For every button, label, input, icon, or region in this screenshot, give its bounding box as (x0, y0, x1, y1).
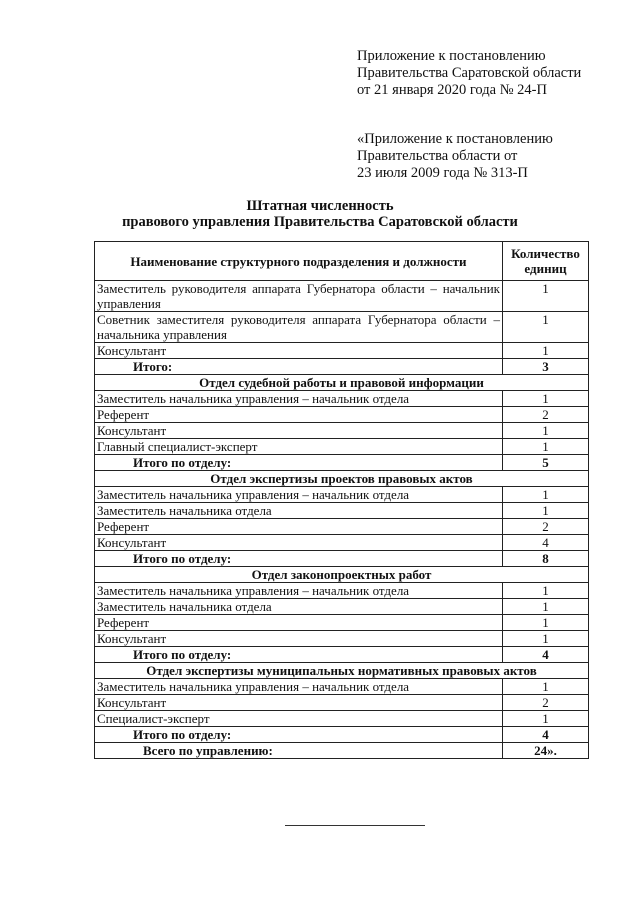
total-row (95, 647, 589, 663)
position-name: Заместитель начальника управления – начальник отдела (95, 487, 503, 503)
table-row (95, 407, 589, 423)
position-count: 1 (503, 281, 589, 312)
table-row (95, 281, 589, 312)
section-title: Отдел законопроектных работ (95, 567, 589, 583)
appendix-line: «Приложение к постановлению (357, 131, 553, 147)
title-line-2: правового управления Правительства Саратовской области (122, 214, 518, 230)
total-value: 4 (503, 727, 589, 743)
position-count: 1 (503, 503, 589, 519)
grand-total-row (95, 743, 589, 759)
table-row (95, 695, 589, 711)
position-name: Заместитель начальника отдела (95, 599, 503, 615)
staff-table (94, 241, 589, 759)
header-name: Наименование структурного подразделения и должности (95, 242, 503, 281)
position-count: 1 (503, 599, 589, 615)
table-row (95, 487, 589, 503)
table-row (95, 343, 589, 359)
total-row (95, 727, 589, 743)
position-count: 2 (503, 695, 589, 711)
document-title (40, 198, 600, 230)
position-name: Консультант (95, 631, 503, 647)
position-name: Консультант (95, 423, 503, 439)
position-name: Заместитель начальника управления – начальник отдела (95, 583, 503, 599)
table-row (95, 391, 589, 407)
table-row (95, 423, 589, 439)
position-count: 4 (503, 535, 589, 551)
position-name: Заместитель начальника управления – начальник отдела (95, 679, 503, 695)
table-header-row (95, 242, 589, 281)
position-name: Советник заместителя руководителя аппарата Губернатора области – начальника управления (95, 312, 503, 343)
total-label: Итого по отделу: (95, 647, 503, 663)
position-count: 1 (503, 439, 589, 455)
position-count: 1 (503, 631, 589, 647)
total-row (95, 455, 589, 471)
position-count: 1 (503, 583, 589, 599)
appendix-line: Приложение к постановлению (357, 48, 546, 64)
table-row (95, 503, 589, 519)
table-row (95, 312, 589, 343)
appendix-line: 23 июля 2009 года № 313-П (357, 165, 528, 181)
total-label: Итого по отделу: (95, 455, 503, 471)
position-name: Консультант (95, 535, 503, 551)
position-count: 1 (503, 679, 589, 695)
table-row (95, 519, 589, 535)
position-name: Референт (95, 407, 503, 423)
position-count: 1 (503, 487, 589, 503)
closing-divider (285, 825, 425, 826)
table-row (95, 631, 589, 647)
appendix-line: Правительства Саратовской области (357, 65, 582, 81)
section-title: Отдел экспертизы муниципальных нормативных правовых актов (95, 663, 589, 679)
section-header (95, 567, 589, 583)
section-title: Отдел судебной работы и правовой информации (95, 375, 589, 391)
section-header (95, 375, 589, 391)
position-count: 1 (503, 711, 589, 727)
total-row (95, 359, 589, 375)
table-row (95, 711, 589, 727)
position-count: 1 (503, 343, 589, 359)
position-name: Консультант (95, 343, 503, 359)
table-row (95, 615, 589, 631)
grand-total-label: Всего по управлению: (95, 743, 503, 759)
position-name: Референт (95, 615, 503, 631)
section-header (95, 663, 589, 679)
position-count: 1 (503, 423, 589, 439)
total-label: Итого по отделу: (95, 727, 503, 743)
position-count: 1 (503, 391, 589, 407)
total-value: 5 (503, 455, 589, 471)
position-name: Консультант (95, 695, 503, 711)
table-row (95, 679, 589, 695)
total-value: 8 (503, 551, 589, 567)
section-title: Отдел экспертизы проектов правовых актов (95, 471, 589, 487)
position-name: Заместитель начальника управления – начальник отдела (95, 391, 503, 407)
position-name: Заместитель начальника отдела (95, 503, 503, 519)
position-name: Специалист-эксперт (95, 711, 503, 727)
total-label: Итого по отделу: (95, 551, 503, 567)
table-row (95, 535, 589, 551)
appendix-line: от 21 января 2020 года № 24-П (357, 82, 547, 98)
appendix-line: Правительства области от (357, 148, 518, 164)
total-value: 3 (503, 359, 589, 375)
total-value: 4 (503, 647, 589, 663)
header-count: Количество единиц (503, 242, 589, 281)
position-name: Главный специалист-эксперт (95, 439, 503, 455)
total-label: Итого: (95, 359, 503, 375)
original-appendix-reference (357, 131, 553, 182)
title-line-1: Штатная численность (246, 198, 394, 214)
position-count: 2 (503, 519, 589, 535)
grand-total-value: 24». (503, 743, 589, 759)
position-name: Референт (95, 519, 503, 535)
total-row (95, 551, 589, 567)
position-name: Заместитель руководителя аппарата Губернатора области – начальник управления (95, 281, 503, 312)
appendix-reference (357, 48, 581, 99)
section-header (95, 471, 589, 487)
table-row (95, 439, 589, 455)
position-count: 2 (503, 407, 589, 423)
position-count: 1 (503, 615, 589, 631)
position-count: 1 (503, 312, 589, 343)
table-row (95, 599, 589, 615)
table-row (95, 583, 589, 599)
